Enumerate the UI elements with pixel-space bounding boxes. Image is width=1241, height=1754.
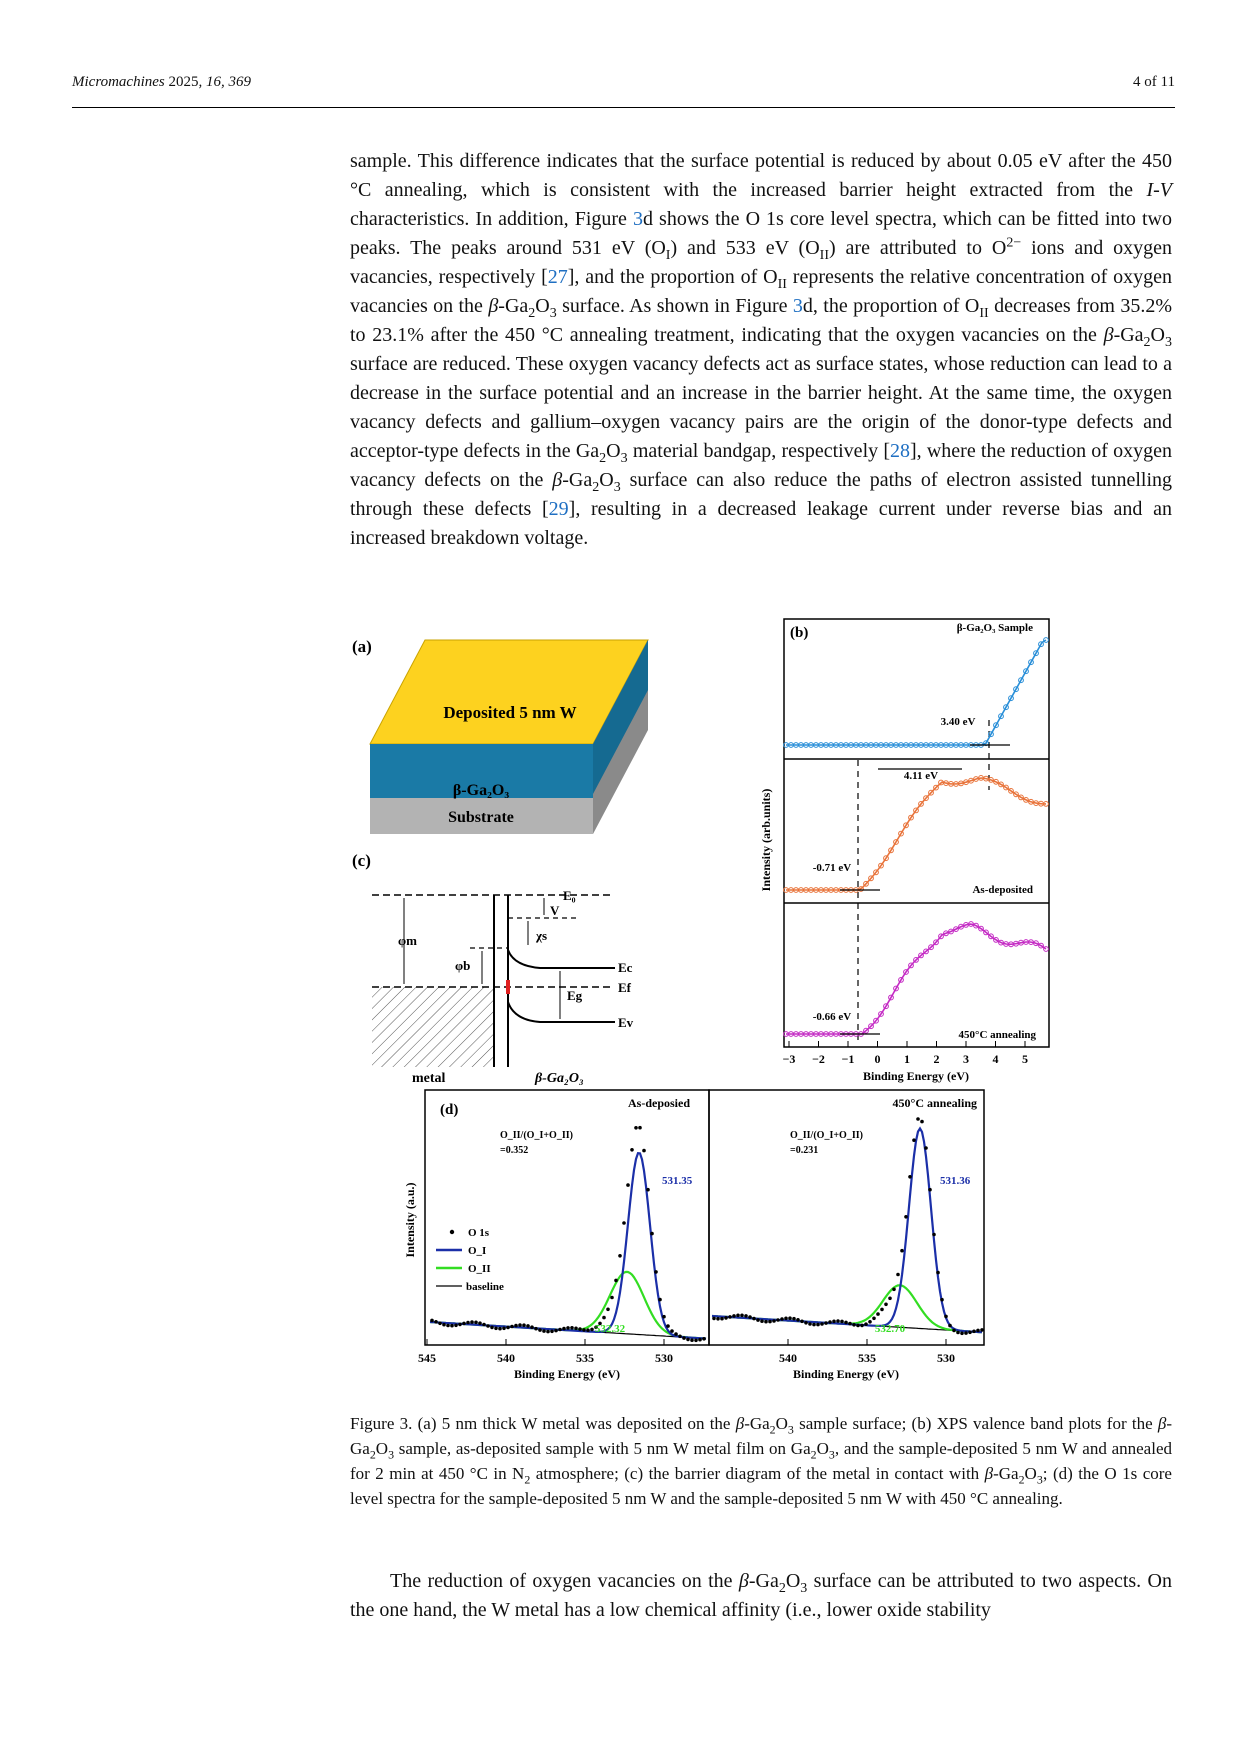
panel-c-label: (c) [352, 851, 371, 870]
d-xtick-label-left: 535 [576, 1351, 594, 1365]
d-data-point [622, 1221, 626, 1225]
d-data-point [566, 1326, 570, 1330]
d-data-point [736, 1314, 740, 1318]
d-data-point [690, 1338, 694, 1342]
d-ratio-label-right: O_II/(O_I+O_II) [790, 1130, 863, 1141]
legend-b-1: β-Ga₂O₃ Sample [956, 622, 1033, 634]
label-Eg: Eg [567, 988, 583, 1003]
d-data-point [554, 1329, 558, 1333]
d-data-point [764, 1320, 768, 1324]
d-data-point [678, 1335, 682, 1339]
d-peakI-right: 531.36 [940, 1175, 971, 1187]
onset-b-2: -0.71 eV [812, 862, 852, 874]
label-Ec: Ec [618, 960, 633, 975]
d-data-point [530, 1325, 534, 1329]
d-data-point [534, 1327, 538, 1331]
conduction-band [508, 950, 615, 968]
d-data-point [682, 1336, 686, 1340]
d-data-point [956, 1331, 960, 1335]
label-chi: χs [536, 928, 548, 943]
panel-d-xlabel-right: Binding Energy (eV) [792, 1367, 900, 1381]
d-data-point [900, 1249, 904, 1253]
d-data-point [478, 1321, 482, 1325]
d-data-point [646, 1188, 650, 1192]
d-data-point [650, 1232, 654, 1236]
panel-d-label: (d) [440, 1102, 459, 1118]
d-data-point [506, 1326, 510, 1330]
d-data-point [968, 1331, 972, 1335]
d-data-point [776, 1318, 780, 1322]
d-data-point [498, 1327, 502, 1331]
d-data-point [486, 1324, 490, 1328]
figure-caption: Figure 3. (a) 5 nm thick W metal was deposited on the $\beta-Ga_2O_3$ sample surface; (b) XPS valence band plots for the $\beta-Ga_2O_3$ sample, as-deposited sample with 5 nm W metal film on $Ga_2O_3$, and the sample-deposited 5 nm W and annealed for 2 min at 450 °C in $N_2$ atmosphere; (c) the barrier diagram of the metal in contact with $\beta-Ga_2O_3$; (d) the O 1s core level spectra for the sample-deposited 5 nm W and the sample-deposited 5 nm W with 450 °C annealing. [350, 1414, 1173, 1508]
d-xtick-label-right: 540 [779, 1351, 797, 1365]
panel-b-label: (b) [790, 625, 809, 641]
panel-a-label: (a) [352, 637, 372, 656]
d-data-point [462, 1322, 466, 1326]
d-data-point [470, 1320, 474, 1324]
label-V: V [550, 903, 560, 918]
d-data-point [474, 1321, 478, 1325]
d-data-point [606, 1308, 610, 1312]
d-legend [436, 1227, 504, 1293]
d-data-point [702, 1337, 706, 1341]
d-data-point [686, 1338, 690, 1342]
b-xtick-label: 2 [933, 1052, 940, 1066]
d-data-point [658, 1298, 662, 1302]
b-xtick-label: −3 [782, 1052, 796, 1066]
d-xtick-label-left: 530 [655, 1351, 673, 1365]
d-title-left: As-deposied [627, 1096, 690, 1110]
d-data-point [562, 1327, 566, 1331]
panel-a [352, 637, 648, 834]
d-data-point [788, 1316, 792, 1320]
d-data-point [792, 1317, 796, 1321]
d-data-point [546, 1330, 550, 1334]
legend-b-3: 450°C annealing [958, 1029, 1036, 1041]
substrate-label: Substrate [448, 809, 514, 826]
panel-d-ylabel: Intensity (a.u.) [403, 1182, 417, 1258]
panel-c [352, 851, 634, 1086]
d-data-point [438, 1322, 442, 1326]
b-xtick-label: −2 [812, 1052, 825, 1066]
d-data-point [756, 1318, 760, 1322]
d-peakII-left: 532.32 [594, 1323, 626, 1335]
d-data-point [972, 1330, 976, 1334]
d-data-point [728, 1315, 732, 1319]
d-xtick-label-left: 545 [418, 1351, 436, 1365]
d-data-point [634, 1126, 638, 1130]
d-data-point [896, 1273, 900, 1277]
citation-29[interactable]: 29 [548, 498, 569, 520]
b-xtick-label: 1 [904, 1052, 910, 1066]
d-data-point [602, 1316, 606, 1320]
tungsten-label: Deposited 5 nm W [443, 703, 577, 722]
label-Ev: Ev [618, 1015, 634, 1030]
d-data-point [442, 1323, 446, 1327]
d-title-right: 450°C annealing [892, 1096, 977, 1110]
d-data-point [458, 1323, 462, 1327]
d-data-point [514, 1324, 518, 1328]
d-data-point [430, 1319, 434, 1323]
b-xtick-label: 5 [1022, 1052, 1028, 1066]
b-curve-sample [786, 640, 1046, 745]
d-data-point [964, 1331, 968, 1335]
d-data-point [740, 1314, 744, 1318]
d-data-point [434, 1320, 438, 1324]
d-data-point [908, 1175, 912, 1179]
d-data-point [928, 1188, 932, 1192]
d-legend-baseline: baseline [466, 1281, 504, 1293]
d-xtick-label-left: 540 [497, 1351, 515, 1365]
d-xtick-label-right: 530 [937, 1351, 955, 1365]
metal-hatch [372, 987, 494, 1067]
panel-b-xticks [783, 1041, 1028, 1066]
d-data-point [872, 1317, 876, 1321]
d-fit-OI [712, 1129, 982, 1333]
d-data-point [614, 1279, 618, 1283]
d-data-point [466, 1321, 470, 1325]
b-xtick-label: 3 [963, 1052, 969, 1066]
d-data-point [940, 1298, 944, 1302]
d-data-point [936, 1271, 940, 1275]
d-data-point [654, 1270, 658, 1274]
d-data-point [932, 1233, 936, 1237]
d-data-point [768, 1320, 772, 1324]
d-data-point [796, 1318, 800, 1322]
panel-b-xlabel: Binding Energy (eV) [862, 1069, 970, 1083]
page-number: 4 of 11 [1133, 74, 1175, 90]
d-data-point [880, 1308, 884, 1312]
d-data-point [716, 1317, 720, 1321]
running-header-journal: Micromachines 2025, 16, 369 [72, 74, 252, 90]
d-data-point [952, 1329, 956, 1333]
d-data-point [642, 1149, 646, 1153]
d-data-point [626, 1183, 630, 1187]
d-data-point [916, 1117, 920, 1121]
onset-b-3: -0.66 eV [812, 1011, 852, 1023]
d-data-point [712, 1317, 716, 1321]
label-phi-m: φm [398, 933, 417, 948]
valence-band [508, 1002, 615, 1022]
d-data-point [812, 1323, 816, 1327]
d-data-point [446, 1324, 450, 1328]
label-phi-b: φb [455, 958, 471, 973]
figure-ref[interactable]: 3 [632, 208, 643, 230]
d-data-point [780, 1317, 784, 1321]
panel-b [759, 619, 1049, 1083]
d-data-point [804, 1321, 808, 1325]
d-data-point [960, 1332, 964, 1336]
d-data-point [618, 1254, 622, 1258]
d-data-point [948, 1324, 952, 1328]
d-data-point [808, 1322, 812, 1326]
d-data-point [924, 1146, 928, 1150]
d-data-point [800, 1320, 804, 1324]
gap-label: 4.11 eV [903, 770, 939, 782]
d-data-point [772, 1319, 776, 1323]
d-data-point [748, 1315, 752, 1319]
d-data-point [518, 1323, 522, 1327]
d-ratio-right: =0.231 [790, 1145, 819, 1156]
d-legend-oII: O_II [468, 1263, 491, 1275]
d-data-point [784, 1317, 788, 1321]
d-data-point [450, 1324, 454, 1328]
b-xtick-label: 0 [874, 1052, 881, 1066]
d-xtick-label-right: 535 [858, 1351, 876, 1365]
d-data-point [944, 1315, 948, 1319]
panel-d-frame-left [425, 1090, 709, 1345]
d-data-point [732, 1314, 736, 1318]
d-data-point [638, 1126, 642, 1130]
d-data-point [920, 1120, 924, 1124]
d-data-point [848, 1322, 852, 1326]
d-data-point [578, 1327, 582, 1331]
d-data-point [720, 1317, 724, 1321]
semiconductor-label: β-Ga₂O₃ [535, 1071, 584, 1086]
d-data-point [760, 1319, 764, 1323]
d-data-point [724, 1316, 728, 1320]
d-data-point [666, 1324, 670, 1328]
d-data-point [912, 1138, 916, 1142]
d-data-point [670, 1329, 674, 1333]
d-data-point [980, 1328, 984, 1332]
d-data-point [888, 1297, 892, 1301]
citation-28[interactable]: 28 [889, 440, 910, 462]
d-data-point [590, 1328, 594, 1332]
d-data-point [526, 1324, 530, 1328]
d-data-point [820, 1322, 824, 1326]
b-xtick-label: 4 [992, 1052, 999, 1066]
d-data-point [574, 1327, 578, 1331]
d-data-point [844, 1321, 848, 1325]
d-data-point [630, 1148, 634, 1152]
d-data-point [824, 1321, 828, 1325]
d-data-point [876, 1312, 880, 1316]
d-peakII-right: 532.70 [874, 1323, 906, 1335]
d-data-point [454, 1324, 458, 1328]
d-data-point [698, 1338, 702, 1342]
d-data-point [674, 1332, 678, 1336]
d-legend-o1s: O 1s [468, 1227, 490, 1239]
d-data-point [610, 1296, 614, 1300]
label-Ef: Ef [618, 980, 631, 995]
panel-b-frame [784, 619, 1049, 1047]
onset-b-1: 3.40 eV [940, 716, 976, 728]
legend-b-2: As-deposited [972, 884, 1033, 896]
metal-label: metal [412, 1071, 446, 1086]
d-data-point [510, 1325, 514, 1329]
d-data-point [752, 1317, 756, 1321]
d-data-point [860, 1324, 864, 1328]
d-legend-oI: O_I [468, 1245, 487, 1257]
panel-b-ylabel: Intensity (arb.units) [759, 788, 773, 892]
paragraph-1: sample. This difference indicates that the surface potential is reduced by about 0.05 eV after the 450 °C annealing, which is consistent with the increased barrier height extracted from the I-V characteristics. In addition, Figure 3d shows the O 1s core level spectra, which can be fitted into two peaks. The peaks around 531 eV $(O_I)$ and 533 eV $(O_{II})$ are attributed to $O^{2-}$ ions and oxygen vacancies, respectively [27], and the proportion of $O_{II}$ represents the relative concentration of oxygen vacancies on the $\beta-Ga_2O_3$ surface. As shown in Figure 3d, the proportion of $O_{II}$ decreases from 35.2% to 23.1% after the 450 °C annealing treatment, indicating that the oxygen vacancies on the $\beta-Ga_2O_3$ surface are reduced. These oxygen vacancy defects act as surface states, whose reduction can lead to a decrease in the surface potential and an increase in the barrier height. At the same time, the oxygen vacancy defects and gallium–oxygen vacancy pairs are the origin of the donor-type defects and acceptor-type defects in the $Ga_2O_3$ material bandgap, respectively [28], where the reduction of oxygen vacancy defects on the $\beta-Ga_2O_3$ surface can also reduce the paths of electron assisted tunnelling through these defects [29], resulting in a decreased leakage current under reverse bias and an increased breakdown voltage. [350, 150, 1173, 549]
d-data-point [840, 1320, 844, 1324]
ga2o3-label: β-Ga₂O₃ [452, 782, 510, 799]
b-xtick-label: −1 [841, 1052, 855, 1066]
d-peakI-left: 531.35 [662, 1175, 693, 1187]
d-data-point [828, 1320, 832, 1324]
d-data-point [868, 1320, 872, 1324]
d-data-point [856, 1324, 860, 1328]
d-data-point [582, 1328, 586, 1332]
citation-27[interactable]: 27 [547, 266, 568, 288]
d-data-point [538, 1328, 542, 1332]
d-data-point [864, 1322, 868, 1326]
d-data-point [522, 1323, 526, 1327]
panel-d-xlabel-left: Binding Energy (eV) [513, 1367, 621, 1381]
d-data-point [816, 1323, 820, 1327]
d-data-point [570, 1326, 574, 1330]
d-data-point [482, 1323, 486, 1327]
figure-ref[interactable]: 3 [792, 295, 803, 317]
d-data-point [976, 1329, 980, 1333]
d-data-point [852, 1323, 856, 1327]
d-ratio-label-left: O_II/(O_I+O_II) [500, 1130, 573, 1141]
d-data-point [558, 1328, 562, 1332]
d-data-point [542, 1329, 546, 1333]
d-data-point [494, 1327, 498, 1331]
d-data-point [836, 1319, 840, 1323]
ga2o3-layer-top [370, 744, 593, 770]
d-data-point [832, 1320, 836, 1324]
panel-d [403, 1090, 984, 1381]
d-data-point [884, 1303, 888, 1307]
d-data-point [586, 1328, 590, 1332]
d-data-point [694, 1339, 698, 1343]
d-data-point [550, 1330, 554, 1334]
d-data-point [892, 1288, 896, 1292]
label-E0: E₀ [563, 888, 576, 903]
d-data-point [502, 1327, 506, 1331]
d-data-point [744, 1314, 748, 1318]
d-data-point [490, 1326, 494, 1330]
d-data-point [662, 1315, 666, 1319]
paragraph-2: The reduction of oxygen vacancies on the $\beta-Ga_2O_3$ surface can be attributed to two aspects. On the one hand, the W metal has a low chemical affinity (i.e., lower oxide stability [350, 1570, 1172, 1621]
d-ratio-left: =0.352 [500, 1145, 529, 1156]
d-data-point [904, 1215, 908, 1219]
